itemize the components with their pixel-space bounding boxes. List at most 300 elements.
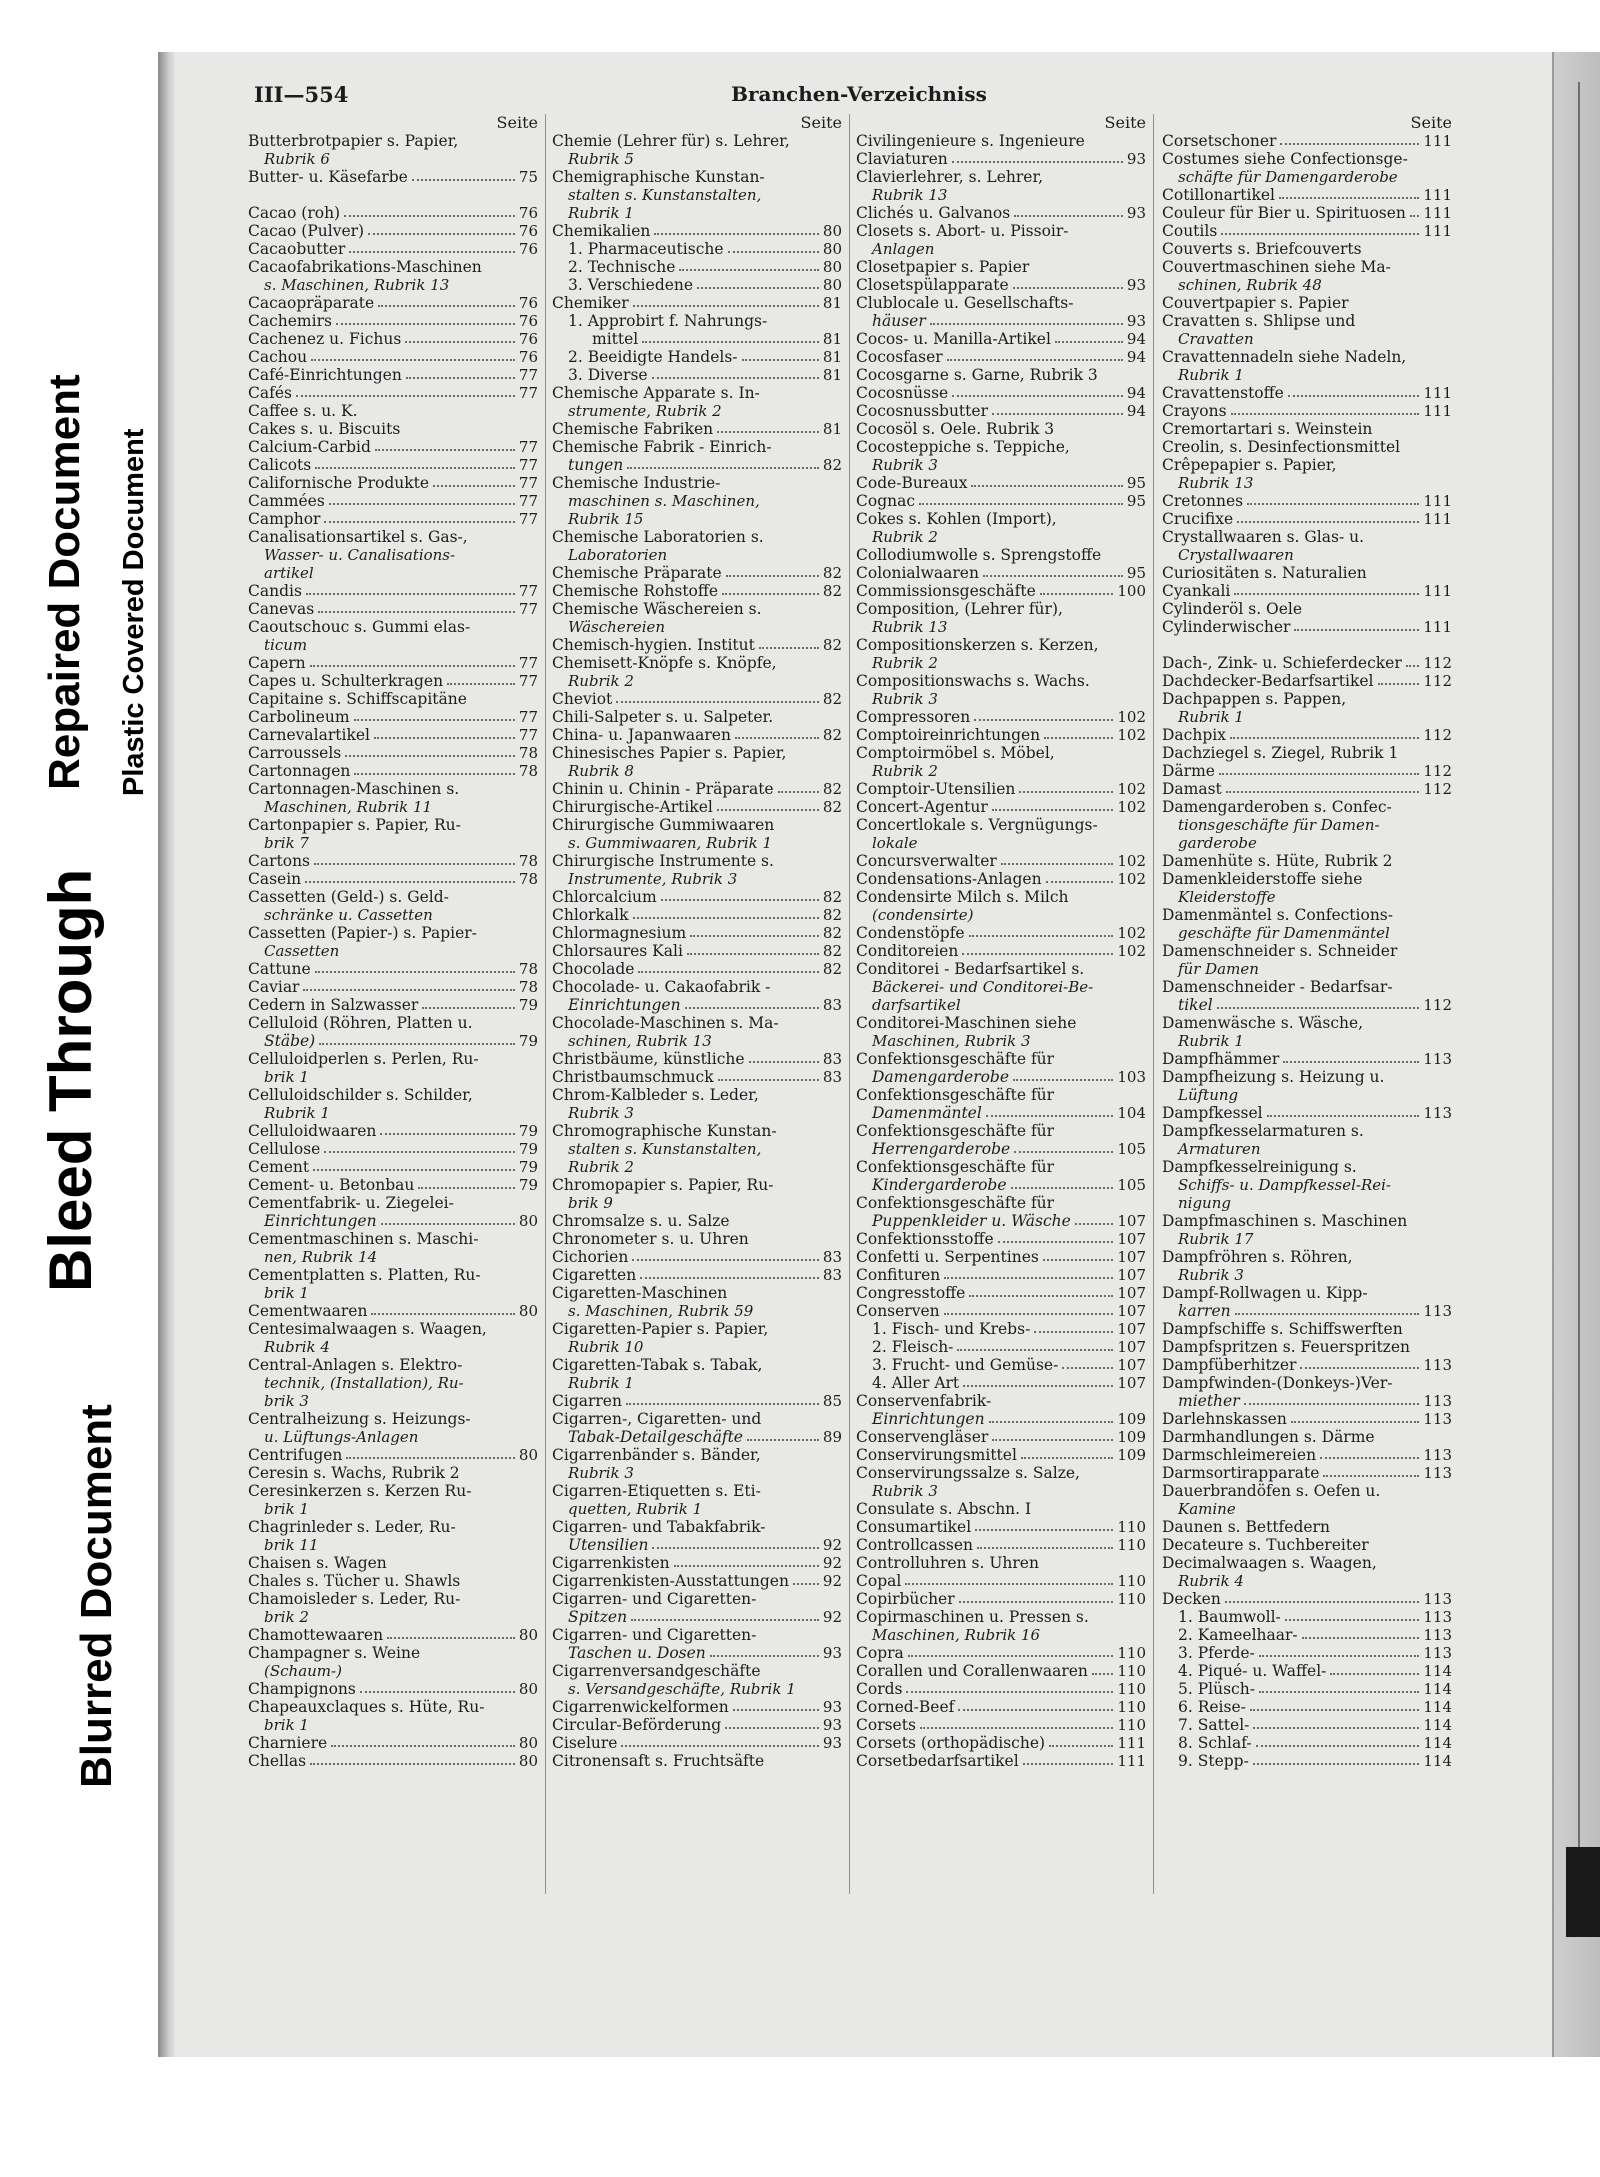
dot-leader	[621, 1745, 818, 1747]
dot-leader	[344, 215, 515, 217]
index-entry	[856, 1752, 1146, 1770]
entry-cross-reference: brik 1	[264, 1284, 309, 1302]
entry-term: Cocosnüsse	[856, 384, 949, 402]
page-edge-dark-block	[1566, 1847, 1600, 1937]
entry-term: Cigarrenkisten	[552, 1554, 670, 1572]
entry-cross-reference: garderobe	[1178, 834, 1257, 852]
dot-leader	[930, 323, 1123, 325]
page-reference: 77	[518, 510, 538, 528]
dot-leader	[977, 1547, 1113, 1549]
entry-cross-reference: Anlagen	[872, 240, 935, 258]
entry-term: Cocosöl s. Oele. Rubrik 3	[856, 420, 1055, 438]
index-entry	[248, 168, 538, 186]
entry-term: 4. Aller Art	[872, 1374, 960, 1392]
index-entry	[856, 1734, 1146, 1752]
entry-term: Caviar	[248, 978, 300, 996]
dot-leader	[905, 1583, 1113, 1585]
entry-term: Cigarrenversandgeschäfte	[552, 1662, 761, 1680]
dot-leader	[717, 809, 819, 811]
entry-continuation-text: Damengarderobe	[872, 1068, 1010, 1086]
dot-leader	[969, 1295, 1113, 1297]
page-reference: 105	[1117, 1176, 1146, 1194]
dot-leader	[1044, 737, 1113, 739]
index-entry	[1162, 564, 1452, 582]
dot-leader	[1230, 737, 1419, 739]
index-entry-continuation	[856, 1176, 1146, 1194]
entry-term: mittel	[592, 330, 639, 348]
page-reference: 95	[1126, 474, 1146, 492]
index-column-1	[248, 114, 538, 1770]
entry-continuation-text: Puppenkleider u. Wäsche	[872, 1212, 1071, 1230]
index-entry	[856, 276, 1146, 294]
entry-term: Damenschneider s. Schneider	[1162, 942, 1398, 960]
entry-term: Curiositäten s. Naturalien	[1162, 564, 1367, 582]
dot-leader	[947, 359, 1123, 361]
index-entry	[856, 1554, 1146, 1572]
dot-leader	[759, 647, 819, 649]
entry-cross-reference: (Schaum-)	[264, 1662, 342, 1680]
entry-term: Damenhüte s. Hüte, Rubrik 2	[1162, 852, 1393, 870]
dot-leader	[1285, 1619, 1420, 1621]
entry-cross-reference: Rubrik 1	[1178, 708, 1244, 726]
index-column-4	[1162, 114, 1452, 1770]
page-reference: 102	[1117, 942, 1146, 960]
index-entry	[248, 294, 538, 312]
index-entry	[552, 1572, 842, 1590]
dot-leader	[626, 1403, 819, 1405]
index-column-2	[552, 114, 842, 1770]
index-entry	[856, 420, 1146, 438]
entry-continuation-text: Spitzen	[568, 1608, 628, 1626]
index-entry	[856, 924, 1146, 942]
dot-leader	[793, 1583, 819, 1585]
page-reference: 113	[1423, 1302, 1452, 1320]
page-reference: 78	[518, 960, 538, 978]
page-reference: 94	[1126, 348, 1146, 366]
index-column-3	[856, 114, 1146, 1770]
index-entry	[248, 402, 538, 420]
index-entry	[248, 420, 538, 438]
index-entry	[248, 528, 538, 546]
entry-term: Cocosnussbutter	[856, 402, 988, 420]
entry-cross-reference: brik 7	[264, 834, 309, 852]
entry-term: Christbaumschmuck	[552, 1068, 714, 1086]
entry-cross-reference: Rubrik 15	[568, 510, 644, 528]
entry-term: Cords	[856, 1680, 903, 1698]
page-reference: 79	[518, 1158, 538, 1176]
seite-label: Seite	[800, 113, 842, 132]
entry-term: Daunen s. Bettfedern	[1162, 1518, 1330, 1536]
index-entry	[248, 1230, 538, 1248]
entry-cross-reference: Rubrik 17	[1178, 1230, 1254, 1248]
entry-term: Copra	[856, 1644, 904, 1662]
index-entry	[856, 474, 1146, 492]
index-entry	[552, 780, 842, 798]
dot-leader	[305, 881, 515, 883]
index-entry	[248, 1554, 538, 1572]
page-reference: 110	[1117, 1572, 1146, 1590]
page-reference: 93	[1126, 150, 1146, 168]
index-entry-continuation	[552, 996, 842, 1014]
entry-cross-reference: darfsartikel	[872, 996, 961, 1014]
label-blurred-document: Blurred Document	[72, 1404, 121, 1788]
dot-leader	[992, 1439, 1113, 1441]
index-entry	[1162, 618, 1452, 636]
page-reference: 78	[518, 978, 538, 996]
entry-cross-reference: Rubrik 2	[568, 672, 634, 690]
page-reference: 111	[1423, 204, 1452, 222]
entry-cross-reference: quetten, Rubrik 1	[568, 1500, 703, 1518]
page-reference: 111	[1423, 618, 1452, 636]
index-entry	[248, 726, 538, 744]
page-reference: 93	[822, 1698, 842, 1716]
index-entry	[1162, 438, 1452, 456]
index-entry	[248, 600, 538, 618]
dot-leader	[311, 359, 515, 361]
entry-term: Couleur für Bier u. Spirituosen	[1162, 204, 1406, 222]
entry-cross-reference: Rubrik 3	[568, 1464, 634, 1482]
page-reference: 113	[1423, 1446, 1452, 1464]
page-reference: 110	[1117, 1590, 1146, 1608]
entry-term: Cafés	[248, 384, 292, 402]
page-reference: 82	[822, 690, 842, 708]
index-entry	[1162, 870, 1452, 888]
index-entry	[248, 1752, 538, 1770]
dot-leader	[405, 341, 515, 343]
entry-term: Damast	[1162, 780, 1222, 798]
page-edge-line	[1578, 82, 1580, 1932]
page-reference: 114	[1423, 1734, 1452, 1752]
entry-term: Couvertpapier s. Papier	[1162, 294, 1349, 312]
index-entry	[248, 978, 538, 996]
page-reference: 111	[1117, 1734, 1146, 1752]
dot-leader	[1013, 287, 1123, 289]
entry-term: Copirmaschinen u. Pressen s.	[856, 1608, 1089, 1626]
page-reference: 93	[822, 1716, 842, 1734]
dot-leader	[319, 1043, 515, 1045]
index-entry	[248, 132, 538, 150]
dot-leader	[1330, 1673, 1419, 1675]
dot-leader	[406, 377, 515, 379]
entry-term: Cartonnagen	[248, 762, 351, 780]
entry-term: Cigarren-Etiquetten s. Eti-	[552, 1482, 761, 1500]
entry-cross-reference: Rubrik 2	[872, 762, 938, 780]
page-reference: 82	[822, 564, 842, 582]
page-reference: 111	[1117, 1752, 1146, 1770]
index-entry	[856, 492, 1146, 510]
dot-leader	[1283, 1061, 1419, 1063]
index-entry	[552, 1212, 842, 1230]
index-entry	[1162, 744, 1452, 762]
page-reference: 94	[1126, 330, 1146, 348]
dot-leader	[1055, 341, 1123, 343]
index-entry	[248, 1698, 538, 1716]
entry-term: Cachemirs	[248, 312, 332, 330]
index-entry	[552, 636, 842, 654]
entry-term: Decimalwaagen s. Waagen,	[1162, 1554, 1377, 1572]
dot-leader	[1234, 593, 1419, 595]
index-entry	[248, 1626, 538, 1644]
dot-leader	[1253, 1727, 1419, 1729]
dot-leader	[381, 1223, 515, 1225]
page-reference: 111	[1423, 510, 1452, 528]
entry-term: Cartonnagen-Maschinen s.	[248, 780, 460, 798]
entry-term: Chromopapier s. Papier, Ru-	[552, 1176, 774, 1194]
entry-term: Cassetten (Geld-) s. Geld-	[248, 888, 449, 906]
index-entry	[1162, 1338, 1452, 1356]
entry-term: Cognac	[856, 492, 916, 510]
entry-term: Calcium-Carbid	[248, 438, 371, 456]
index-entry	[1162, 1482, 1452, 1500]
entry-term: Dachziegel s. Ziegel, Rubrik 1	[1162, 744, 1399, 762]
page-reference: 107	[1117, 1212, 1146, 1230]
index-entry	[1162, 1068, 1452, 1086]
entry-term: Cachou	[248, 348, 308, 366]
dot-leader	[685, 1007, 819, 1009]
index-entry	[1162, 1428, 1452, 1446]
entry-cross-reference: Rubrik 5	[568, 150, 634, 168]
index-entry	[1162, 978, 1452, 996]
entry-term: Butterbrotpapier s. Papier,	[248, 132, 459, 150]
index-entry	[1162, 600, 1452, 618]
index-entry	[856, 150, 1146, 168]
index-entry	[248, 312, 538, 330]
entry-term: Chamottewaaren	[248, 1626, 384, 1644]
index-entry	[248, 708, 538, 726]
entry-term: Casein	[248, 870, 302, 888]
index-entry-continuation	[1162, 1392, 1452, 1410]
page-reference: 82	[822, 960, 842, 978]
entry-term: Cedern in Salzwasser	[248, 996, 419, 1014]
dot-leader	[1226, 791, 1420, 793]
entry-term: Condenstöpfe	[856, 924, 965, 942]
page-reference: 77	[518, 438, 538, 456]
dot-leader	[697, 287, 819, 289]
page-reference: 76	[518, 222, 538, 240]
page-reference: 112	[1423, 780, 1452, 798]
dot-leader	[944, 1313, 1114, 1315]
entry-cross-reference: Rubrik 1	[1178, 366, 1244, 384]
entry-term: Chemie (Lehrer für) s. Lehrer,	[552, 132, 790, 150]
index-entry-continuation	[856, 1104, 1146, 1122]
entry-cross-reference: Wasser- u. Canalisations-	[264, 546, 456, 564]
dot-leader	[1231, 413, 1420, 415]
entry-term: Cretonnes	[1162, 492, 1244, 510]
dot-leader	[1092, 1673, 1113, 1675]
index-entry	[1162, 312, 1452, 330]
entry-term: Chales s. Tücher u. Shawls	[248, 1572, 461, 1590]
index-entry	[248, 672, 538, 690]
entry-term: Cammées	[248, 492, 325, 510]
index-entry	[248, 330, 538, 348]
entry-term: Coutils	[1162, 222, 1218, 240]
entry-term: Chemisett-Knöpfe s. Knöpfe,	[552, 654, 777, 672]
index-entry	[856, 708, 1146, 726]
page-reference: 82	[822, 924, 842, 942]
page-reference: 100	[1117, 582, 1146, 600]
entry-term: Celluloidwaaren	[248, 1122, 377, 1140]
index-entry	[856, 132, 1146, 150]
index-entry	[1162, 528, 1452, 546]
page-reference: 78	[518, 852, 538, 870]
index-entry	[856, 1356, 1146, 1374]
index-entry	[856, 222, 1146, 240]
index-entry	[248, 1302, 538, 1320]
index-entry	[1162, 1518, 1452, 1536]
page-reference: 113	[1423, 1590, 1452, 1608]
index-entry	[552, 1590, 842, 1608]
index-entry	[1162, 384, 1452, 402]
index-entry	[248, 816, 538, 834]
index-entry	[248, 258, 538, 276]
entry-cross-reference: stalten s. Kunstanstalten,	[568, 186, 762, 204]
page-reference: 76	[518, 240, 538, 258]
page-reference: 92	[822, 1608, 842, 1626]
entry-term: 3. Verschiedene	[568, 276, 694, 294]
entry-term: Dampfröhren s. Röhren,	[1162, 1248, 1353, 1266]
entry-cross-reference: u. Lüftungs-Anlagen	[264, 1428, 419, 1446]
entry-term: Champignons	[248, 1680, 356, 1698]
index-entry	[1162, 1158, 1452, 1176]
entry-term: Café-Einrichtungen	[248, 366, 402, 384]
index-entry	[856, 960, 1146, 978]
entry-term: Central-Anlagen s. Elektro-	[248, 1356, 463, 1374]
entry-term: Dampfkesselreinigung s.	[1162, 1158, 1357, 1176]
page-reference: 111	[1423, 582, 1452, 600]
entry-term: Chrom-Kalbleder s. Leder,	[552, 1086, 759, 1104]
index-entry	[856, 1572, 1146, 1590]
entry-cross-reference: Bäckerei- und Conditorei-Be-	[872, 978, 1094, 996]
page-reference: 107	[1117, 1320, 1146, 1338]
dot-leader	[1253, 1763, 1420, 1765]
index-entry	[552, 222, 842, 240]
dot-leader	[616, 701, 819, 703]
index-entry	[248, 348, 538, 366]
index-entry	[1162, 1554, 1452, 1572]
index-entry	[1162, 1374, 1452, 1392]
page-reference: 110	[1117, 1518, 1146, 1536]
entry-term: Dampfkessel	[1162, 1104, 1263, 1122]
page-reference: 83	[822, 1266, 842, 1284]
index-entry	[248, 924, 538, 942]
entry-term: 2. Kameelhaar-	[1178, 1626, 1298, 1644]
dot-leader	[1001, 863, 1114, 865]
entry-term: Damenmäntel s. Confections-	[1162, 906, 1393, 924]
page-reference: 112	[1423, 762, 1452, 780]
entry-cross-reference: Maschinen, Rubrik 16	[872, 1626, 1041, 1644]
page-reference: 110	[1117, 1680, 1146, 1698]
page-reference: 112	[1423, 654, 1452, 672]
page-reference: 114	[1423, 1716, 1452, 1734]
entry-cross-reference: Rubrik 2	[872, 528, 938, 546]
index-entry	[856, 1086, 1146, 1104]
index-entry	[856, 564, 1146, 582]
dot-leader	[958, 1709, 1113, 1711]
entry-term: Cigarrenbänder s. Bänder,	[552, 1446, 761, 1464]
dot-leader	[989, 1421, 1114, 1423]
index-entry	[856, 1050, 1146, 1068]
entry-term: Conditorei-Maschinen siehe	[856, 1014, 1077, 1032]
dot-leader	[710, 1655, 819, 1657]
entry-term: Cigarrenkisten-Ausstattungen	[552, 1572, 789, 1590]
entry-term: Costumes siehe Confectionsge-	[1162, 150, 1408, 168]
index-entry	[1162, 906, 1452, 924]
entry-term: Chemische Fabriken	[552, 420, 714, 438]
index-entry	[1162, 258, 1452, 276]
entry-term: Chocolade- u. Cakaofabrik -	[552, 978, 771, 996]
entry-cross-reference: Rubrik 3	[872, 690, 938, 708]
index-entry	[248, 456, 538, 474]
entry-term: Corsets	[856, 1716, 916, 1734]
entry-term: Couvertmaschinen siehe Ma-	[1162, 258, 1391, 276]
entry-term: Clavierlehrer, s. Lehrer,	[856, 168, 1044, 186]
entry-term: Crayons	[1162, 402, 1227, 420]
entry-term: 3. Pferde-	[1178, 1644, 1255, 1662]
entry-term: Celluloidschilder s. Schilder,	[248, 1086, 473, 1104]
index-entry	[248, 996, 538, 1014]
entry-term: Cigarren-, Cigaretten- und	[552, 1410, 762, 1428]
entry-cross-reference: Laboratorien	[568, 546, 668, 564]
index-entry	[552, 654, 842, 672]
entry-term: Confetti u. Serpentines	[856, 1248, 1039, 1266]
page-reference: 80	[518, 1212, 538, 1230]
index-entry	[1162, 762, 1452, 780]
page-reference: 77	[518, 600, 538, 618]
index-entry	[1162, 402, 1452, 420]
entry-term: Centrifugen	[248, 1446, 343, 1464]
index-entry	[552, 258, 842, 276]
entry-continuation-text: Taschen u. Dosen	[568, 1644, 706, 1662]
index-entry	[552, 1050, 842, 1068]
page-reference: 81	[822, 330, 842, 348]
entry-continuation-text: miether	[1178, 1392, 1240, 1410]
dot-leader	[1019, 791, 1113, 793]
entry-term: Dampfhämmer	[1162, 1050, 1280, 1068]
entry-term: Damenwäsche s. Wäsche,	[1162, 1014, 1364, 1032]
entry-cross-reference: stalten s. Kunstanstalten,	[568, 1140, 762, 1158]
index-entry	[856, 438, 1146, 456]
index-entry-continuation	[1162, 996, 1452, 1014]
dot-leader	[318, 611, 515, 613]
entry-term: Chemische Rohstoffe	[552, 582, 719, 600]
index-entry	[248, 474, 538, 492]
page-reference: 81	[822, 366, 842, 384]
page-reference: 93	[1126, 276, 1146, 294]
dot-leader	[998, 1241, 1114, 1243]
index-entry	[856, 1230, 1146, 1248]
index-entry	[856, 258, 1146, 276]
entry-term: 7. Sattel-	[1178, 1716, 1250, 1734]
index-entry	[856, 942, 1146, 960]
dot-leader	[315, 971, 515, 973]
entry-term: Cylinderwischer	[1162, 618, 1291, 636]
entry-term: Camphor	[248, 510, 321, 528]
index-entry	[552, 564, 842, 582]
dot-leader	[418, 1187, 515, 1189]
dot-leader	[329, 503, 515, 505]
entry-term: Concert-Agentur	[856, 798, 988, 816]
index-entry	[248, 1464, 538, 1482]
entry-term: Cichorien	[552, 1248, 629, 1266]
index-entry	[856, 1374, 1146, 1392]
dot-leader	[983, 575, 1123, 577]
dot-leader	[952, 395, 1123, 397]
page-reference: 80	[518, 1446, 538, 1464]
entry-term: Cachenez u. Fichus	[248, 330, 402, 348]
index-entry	[552, 1662, 842, 1680]
page-reference: 77	[518, 654, 538, 672]
index-entry	[248, 366, 538, 384]
